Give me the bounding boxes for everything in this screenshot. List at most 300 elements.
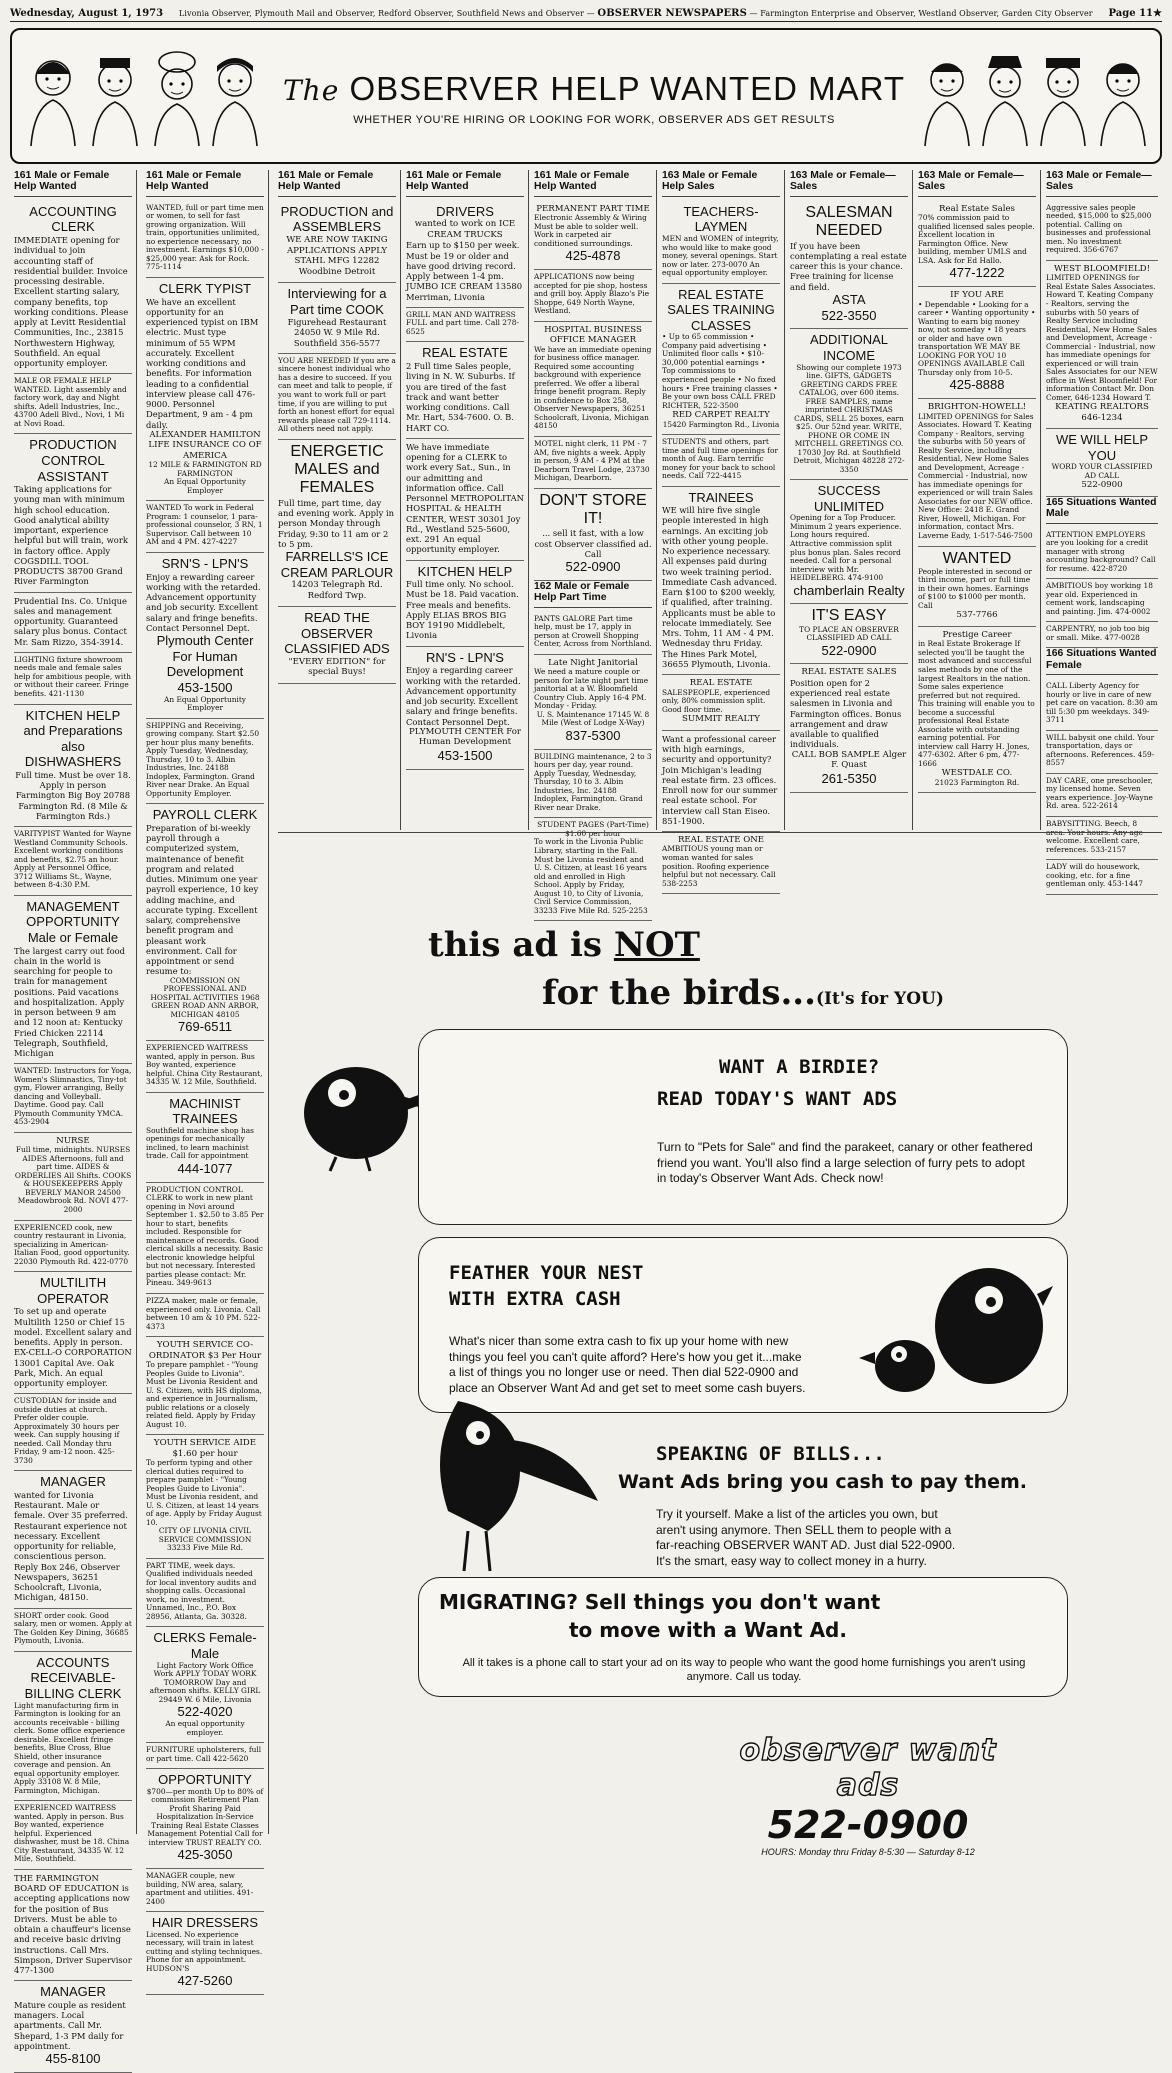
ad-body: Light manufacturing firm in Farmington is looking for an accounts receivable - billing clerk. Some office experience desirable. Excellent fringe benefits, Blue Cross, Blue Shield, other insurance coverage and pension. An equal opportunity employer. Apply 33108 W. 8 Mile, Farmington, Michigan. xyxy=(14,1700,125,1795)
category-header: 161 Male or Female Help Wanted xyxy=(406,170,524,197)
classified-ad xyxy=(278,607,396,684)
worker-illustration-icon xyxy=(26,50,80,146)
category-header: 163 Male or Female— Sales xyxy=(1046,170,1158,197)
ad-body: We have immediate opening for a CLERK to work every Sat., Sun., in our admitting and information office. Call Personnel METROPOLITAN HOSPITAL & HEALTH CENTER, WEST 30301 Joy Rd., Westland 525-5600, ext. 291 An equal opportunity employer. xyxy=(406,441,524,555)
ad-company: WESTDALE CO. xyxy=(941,768,1013,779)
ad-title: HAIR DRESSERS xyxy=(151,1915,259,1931)
ad-title: MANAGER xyxy=(40,1474,106,1490)
worker-illustration-icon xyxy=(1096,50,1150,146)
classified-ad xyxy=(146,1743,264,1769)
ad-body: To prepare pamphlet - "Young Peoples Guide to Livonia". Must be Livonia Resident and U. S. Citizen, with HS diploma, and experience in Journalism, public relations or a closely related field. Apply by Friday August 10. xyxy=(146,1360,262,1429)
page-number: Page 11★ xyxy=(1108,8,1162,19)
ad-title: Interviewing for a Part time COOK xyxy=(287,286,387,317)
classified-ad xyxy=(14,1609,132,1652)
ad-body: Aggressive sales people needed, $15,000 to $25,000 potential. Calling on businesses and professional men. No investment required. 356-6767 xyxy=(1046,202,1152,255)
ad-body: YOU ARE NEEDED If you are a sincere honest individual who has a desire to succeed. If you can meet and talk to people, if you want to work full or part time, if you are willing to put forth an honest effort for equal rewards please call 729-1114. All others need not apply. xyxy=(278,355,396,434)
ad-body: SALESPEOPLE, experienced only, 80% commission split. Good floor time. xyxy=(662,687,771,714)
classified-ad xyxy=(406,308,524,343)
classified-ad xyxy=(14,1133,132,1221)
classified-ad xyxy=(278,283,396,354)
ad-body: MEN and WOMEN of integrity, who would like to make good money, several openings. Start now or later. 273-0070 An equal opportunity employer. xyxy=(662,234,779,278)
ad-company: RED CARPET REALTY xyxy=(672,410,770,421)
banner-title-text: OBSERVER HELP WANTED MART xyxy=(349,70,905,107)
ad-title: READ THE OBSERVER CLASSIFIED ADS xyxy=(284,610,390,657)
ad-title: NURSE xyxy=(56,1135,90,1146)
logo-phone: 522-0900 xyxy=(767,1803,969,1847)
classified-ad xyxy=(406,342,524,438)
classified-ad xyxy=(146,1294,264,1337)
ad-body: CALL Liberty Agency for hourly or live in care of new pet care on vacation. 8:30 am till 5:30 pm weekdays. 349-3711 xyxy=(1046,681,1158,725)
classified-ad xyxy=(1046,622,1158,648)
ad-title: SRN'S - LPN'S xyxy=(161,555,249,571)
ad-body: WILL babysit one child. Your transportation, days or afternoons. References. 459-8557 xyxy=(1046,732,1155,768)
classified-ad xyxy=(534,612,652,655)
classified-ad xyxy=(14,653,132,705)
ad-title: WANTED xyxy=(942,549,1012,567)
ad-title: WEST BLOOMFIELD! xyxy=(1053,263,1151,274)
masthead-brand: OBSERVER NEWSPAPERS xyxy=(597,8,747,19)
ad-body: People interested in second or third income, part or full time in their own homes. Earnings of $100 to $1000 per month. Call xyxy=(918,566,1032,610)
ad-body: Earn up to $150 per week. Must be 19 or older and have good driving record. Apply between 1-4 pm. JUMBO ICE CREAM 13580 Merriman, Livonia xyxy=(406,240,523,302)
ad-body: AMBITIOUS young man or woman wanted for sales position. Roofing experience helpful but not necessary. Call 538-2253 xyxy=(662,844,776,888)
ad-title: REAL ESTATE SALES TRAINING CLASSES xyxy=(667,286,775,333)
ad-body: 2 Full time Sales people, living in N. W. Suburbs. If you are tired of the fast track and want better working conditions. Call Mr. Hart, 534-7600. O. B. HART CO. xyxy=(406,361,515,433)
ad-body: "EVERY EDITION" for special Buys! xyxy=(288,656,386,678)
ad-phone: 522-0900 xyxy=(1081,480,1123,491)
ad-body: • Up to 65 commission • Company paid advertising • Unlimited floor calls • $10-30,000 potential earnings • Top commissions to experienced people • No fixed hours • Free training classes • Be your own boss CALL FRED RICHTER, 522-3500 xyxy=(662,332,778,410)
ad-body: Taking applications for young man with minimum high school education. Good analytical ability important, experience helpful but will train, work in factory office. Apply COGSDILL TOOL PRODUCTS 38700 Grand River Farmington xyxy=(14,484,128,587)
ad-company: ALEXANDER HAMILTON LIFE INSURANCE CO OF AMERICA xyxy=(148,429,262,461)
classified-ad xyxy=(1046,201,1158,261)
promo-box-heading: READ TODAY'S WANT ADS xyxy=(657,1088,898,1110)
ad-phone: 522-0900 xyxy=(821,642,877,658)
classified-ad xyxy=(278,354,396,440)
ad-phone: 453-1500 xyxy=(437,747,493,763)
classified-ad xyxy=(146,201,264,278)
classified-ad xyxy=(534,270,652,322)
ad-body: AMBITIOUS boy working 18 year old. Experienced in cement work, landscaping and painting. Jim. 474-0002 xyxy=(1046,581,1153,616)
classified-ad xyxy=(14,1870,132,1982)
classified-ad xyxy=(14,1471,132,1608)
ad-body: We have an excellent opportunity for an experienced typist on IBM electric. Must type minimum of 55 WPM accurately. Excellent working conditions and benefits. For information leading to a confidential interview please call 476-9000. Personnel Department, 9 am - 4 pm daily. xyxy=(146,296,259,430)
ad-body: MALE OR FEMALE HELP WANTED. Light assembly and factory work, day and Night shifts. Adell Industries, Inc., 43700 Adell Blvd., Novi, 1 Mi at Novi Road. xyxy=(14,376,127,428)
ad-body: APPLICATIONS now being accepted for pie shop, hostess and grill boy. Apply Blazo's Pie Shoppe, 649 North Wayne, Westland. xyxy=(534,272,650,316)
ad-company: CITY OF LIVONIA CIVIL SERVICE COMMISSION 33233 Five Mile Rd. xyxy=(158,1526,252,1553)
ad-body: TO PLACE AN OBSERVER CLASSIFIED AD CALL xyxy=(799,624,899,643)
ad-body: EXPERIENCED WAITRESS wanted, apply in person. Bus Boy wanted, experience helpful. China City Restaurant, 34335 W. 12 Mile, Southfield. xyxy=(146,1043,263,1087)
ad-company: FARRELLS'S ICE CREAM PARLOUR xyxy=(280,549,394,580)
classified-ad xyxy=(14,201,132,374)
ad-body: Figurehead Restaurant 24050 W. 9 Mile Rd. Southfield 356-5577 xyxy=(287,317,387,348)
section-banner xyxy=(10,28,1162,164)
ad-body: STUDENTS and others, part time and full time openings for month of Aug. Earn terrific money for your back to school needs. Call 722-4415 xyxy=(662,437,778,481)
ad-body: EXPERIENCED cook, new country restaurant in Livonia, specializing in American-Italian Food, good opportunity. 22030 Plymouth Rd. 422-0770 xyxy=(14,1222,130,1266)
category-header: 163 Male or Female Help Sales xyxy=(662,170,780,197)
ad-title: SUCCESS UNLIMITED xyxy=(813,483,885,514)
ad-body: Opening for a Top Producer. Minimum 2 years experience. Long hours required. Attractive commission split plus bonus plan. Sales record needed. Call for a personal interview with Mr. HEIDELBERG. 474-9100 xyxy=(790,513,902,583)
ad-phone: 522-4020 xyxy=(177,1704,233,1720)
ad-title: PAYROLL CLERK xyxy=(152,807,258,823)
promo-box-heading: WANT A BIRDIE? xyxy=(719,1056,880,1078)
ad-body: If you have been contemplating a real estate career this is your chance. Free training for license and field. xyxy=(790,240,907,292)
ad-body: Licensed. No experience necessary, will train in latest cutting and styling techniques. Phone for an appointment. HUDSON'S xyxy=(146,1929,263,1973)
promo-box-heading: Want Ads bring you cash to pay them. xyxy=(618,1471,1027,1493)
ad-body: DAY CARE, one preschooler, my licensed home. Seven years experience. Joy-Wayne Rd. area. 522-2614 xyxy=(1046,775,1153,811)
ad-phone: 427-5260 xyxy=(177,1973,233,1989)
ad-body: SHORT order cook. Good salary, men or women. Apply at The Golden Key Dining, 36685 Plymouth, Livonia. xyxy=(14,1610,132,1646)
classified-ad xyxy=(146,1912,264,1995)
masthead-left-papers: Livonia Observer, Plymouth Mail and Observer, Redford Observer, Southfield News and Observer xyxy=(178,9,585,18)
classified-ad xyxy=(278,440,396,608)
classified-ad xyxy=(278,201,396,283)
ad-title: KITCHEN HELP xyxy=(417,563,513,579)
ad-title: REAL ESTATE xyxy=(422,345,508,361)
classified-ad xyxy=(662,731,780,832)
classified-ad xyxy=(14,434,132,592)
category-header: 165 Situations Wanted Male xyxy=(1046,497,1158,524)
classified-ad xyxy=(146,1337,264,1435)
ad-body: • Dependable • Looking for a career • Wanting opportunity • Wanting to earn big money now, not someday • 18 years or older and have own transportation WE MAY BE LOOKING FOR YOU 10 OPENINGS AVAILABLE Call Thursday only from 10-5. xyxy=(918,299,1036,377)
promo-box-bills xyxy=(418,1421,1068,1573)
ad-body: SHIPPING and Receiving, growing company. Start $2.50 per hour plus many benefits. Apply Tuesday, Wednesday, Thursday, 10 to 3. Albin Industries, Inc. 24188 Indoplex, Farmington. Grand River near Drake. An Equal Opportunity Employer. xyxy=(146,720,260,798)
ad-body: To perform typing and other clerical duties required to prepare pamphlet - "Young Peoples Guide to Livonia". Must be Livonia resident, and U. S. Citizen, at least 14 years of age. Apply by Friday August 10. xyxy=(146,1458,262,1527)
ad-address: 14203 Telegraph Rd. Redford Twp. xyxy=(291,580,383,601)
ad-company: U. S. Maintenance 17145 W. 8 Mile (West of Lodge X-Way) xyxy=(536,709,650,728)
promo-box-heading: WITH EXTRA CASH xyxy=(449,1288,621,1310)
worker-illustration-icon xyxy=(1036,50,1090,146)
classified-ad xyxy=(790,201,908,329)
ad-company: KEATING REALTORS xyxy=(1055,402,1149,413)
classified-ad xyxy=(534,489,652,581)
ad-title: YOUTH SERVICE AIDE $1.60 per hour xyxy=(153,1438,257,1459)
ad-body: CUSTODIAN for inside and outside duties at church. Prefer older couple. Approximately 30 hours per week. Can supply housing if needed. Call Monday thru Friday, 9 am-12 noon. 425-3730 xyxy=(14,1396,120,1465)
banner-title xyxy=(274,70,914,108)
ad-title: DRIVERS xyxy=(436,203,494,219)
ad-title: ADDITIONAL INCOME xyxy=(809,332,888,363)
ad-address: 15420 Farmington Rd., Livonia xyxy=(662,419,780,429)
logo-text: observer want ads xyxy=(739,1733,997,1803)
classified-ad xyxy=(790,664,908,792)
ad-body: To set up and operate Multilith 1250 or Chief 15 model. Excellent salary and benefits. Apply in person. EX-CELL-O CORPORATION 13001 Capital Ave. Oak Park, Mich. An equal opportunity employer. xyxy=(14,1306,132,1389)
ad-eoe: An Equal Opportunity Employer xyxy=(164,694,246,713)
column-4 xyxy=(402,170,529,830)
want-ads-promo xyxy=(278,832,1162,1857)
ad-address: 12 MILE & FARMINGTON RD FARMINGTON xyxy=(148,460,262,478)
ad-title: ACCOUNTS RECEIVABLE-BILLING CLERK xyxy=(24,1654,122,1701)
classified-ad xyxy=(1046,429,1158,497)
observer-want-ads-logo xyxy=(718,1733,1018,1857)
ad-phone: 522-0900 xyxy=(565,559,621,575)
ad-phone: 444-1077 xyxy=(177,1160,233,1176)
promo-box-nest xyxy=(418,1237,1068,1413)
ad-body: GRILL MAN AND WAITRESS FULL and part time. Call 278-6525 xyxy=(406,309,519,336)
ad-body: We have an immediate opening for business office manager. Required some accounting background with experience preferred. We offer a liberal fringe benefit program. Reply in confidence to Box 258, Observer Newspapers, 36251 Schoolcraft, Livonia, Michigan 48150 xyxy=(534,344,652,431)
ad-title: ENERGETIC MALES and FEMALES xyxy=(290,442,384,497)
ad-title: BRIGHTON-HOWELL! xyxy=(927,402,1027,413)
ad-title: MULTILITH OPERATOR xyxy=(37,1275,109,1306)
classified-ad xyxy=(14,896,132,1065)
ad-title: SALESMAN NEEDED xyxy=(805,203,893,240)
ad-body: The largest carry out food chain in the world is searching for people to train for management positions. Paid vacations and hospitalization. Apply in person between 9 am and 12 noon at: Kentucky Fried Chicken 22114 Telegraph, Southfield, Michigan xyxy=(14,945,126,1059)
ad-phone: 425-3050 xyxy=(177,1847,233,1863)
banner-subtitle: WHETHER YOU'RE HIRING OR LOOKING FOR WORK, OBSERVER ADS GET RESULTS xyxy=(353,114,835,126)
toucan-illustration-icon xyxy=(398,1391,618,1581)
promo-box-heading: to move with a Want Ad. xyxy=(569,1618,847,1642)
classified-ad xyxy=(14,1272,132,1394)
ad-title: RN'S - LPN'S xyxy=(426,649,504,665)
category-header: 161 Male or Female Help Wanted xyxy=(14,170,132,197)
ad-title: STUDENT PAGES (Part-Time) $1.60 per hour xyxy=(537,820,649,838)
promo-subheadline-text: for the birds... xyxy=(542,973,816,1013)
ad-company: CALL BOB SAMPLE Alger F. Quast xyxy=(791,749,907,771)
ad-phone: 455-8100 xyxy=(45,2051,101,2067)
classified-ad xyxy=(662,675,780,731)
ad-phone: 646-1234 xyxy=(1081,412,1123,423)
classified-ad xyxy=(14,593,132,653)
classified-ad xyxy=(790,480,908,604)
ad-body: Mature couple as resident managers. Local apartments. Call Mr. Shepard, 1-3 PM daily for appointment. xyxy=(14,1999,126,2051)
worker-illustration-icon xyxy=(978,50,1032,146)
ad-title: KITCHEN HELP and Preparations also DISHWASHERS xyxy=(23,707,123,770)
ad-title: Late Night Janitorial xyxy=(548,657,638,668)
promo-subheadline-small: (It's for YOU) xyxy=(815,989,944,1009)
ad-body: THE FARMINGTON BOARD OF EDUCATION is accepting applications now for the position of Bus Drivers. Must be able to obtain a chauffeur's license and receive basic driving instructions. Call Mrs. Simpson, Driver Supervisor 477-1300 xyxy=(14,1872,132,1976)
classified-ad xyxy=(406,647,524,770)
classified-ad xyxy=(406,561,524,647)
classified-ad xyxy=(1046,731,1158,774)
ad-body: Full time, midnights. NURSES AIDES Afternoons, full and part time. AIDES & ORDERLIES All Shifts. COOKS & HOUSEKEEPERS Apply BEVERLY MANOR 24500 Meadowbrook Rd. NOVI 477-2000 xyxy=(14,1145,132,1214)
promo-box-text: Turn to "Pets for Sale" and find the parakeet, canary or other feathered friend you want. You'll also find a large selection of furry pets to adopt in today's Observer Want Ads. Check now! xyxy=(657,1140,1033,1186)
bird-illustration-icon xyxy=(839,1246,1059,1406)
promo-headline-not: NOT xyxy=(613,925,700,965)
classified-ad xyxy=(918,201,1036,287)
category-header: 161 Male or Female Help Wanted xyxy=(146,170,264,197)
ad-body: WANTED To work in Federal Program: 1 counselor, 1 para-professional counselor, 3 RN, 1 Supervisor. Call between 10 AM and 4 PM. 427-4227 xyxy=(146,503,263,547)
classified-ad xyxy=(662,201,780,284)
ad-body: FURNITURE upholsterers, full or part time. Call 422-5620 xyxy=(146,1745,262,1763)
ad-title: PRODUCTION and ASSEMBLERS xyxy=(280,203,394,235)
ad-company: Plymouth Center For Human Development xyxy=(156,633,254,680)
promo-box-birdie xyxy=(418,1029,1068,1225)
classified-ad xyxy=(146,1183,264,1294)
ad-title: TRAINEES xyxy=(688,489,754,505)
masthead-right-papers: Farmington Enterprise and Observer, Westland Observer, Garden City Observer xyxy=(760,9,1093,18)
ad-body: Electronic Assembly & Wiring Must be able to solder well. Work in carpeted air conditioned surroundings. xyxy=(534,213,647,248)
column-5 xyxy=(530,170,657,915)
classified-ad xyxy=(918,627,1036,793)
classified-ad xyxy=(146,804,264,1041)
ad-body: PART TIME, week days. Qualified individuals needed for local inventory audits and shopping calls. Occasional work, no investment. Unnamed, Inc., P.O. Box 28956, Atlanta, Ga. 30328. xyxy=(146,1560,257,1621)
ad-body: Full time only. No school. Must be 18. Paid vacation. Free meals and benefits. Apply ELIAS BROS BIG BOY 19190 Middlebelt, Livonia xyxy=(406,579,519,641)
banner-the: The xyxy=(282,74,340,107)
ad-phone: 477-1222 xyxy=(949,265,1005,281)
column-1 xyxy=(10,170,137,2067)
classified-ad xyxy=(146,1093,264,1183)
ad-body: ATTENTION EMPLOYERS are you looking for a credit manager with strong accounting background? Call for resume. 422-8720 xyxy=(1046,529,1156,573)
ad-body: PANTS GALORE Part time help, must be 17, apply in person at Crowell Shopping Center, Across from Northland. xyxy=(534,613,652,649)
ad-phone: 261-5350 xyxy=(821,770,877,786)
ad-title: CLERKS Female-Male xyxy=(153,1630,257,1661)
ad-body: Prudential Ins. Co. Unique sales and management opportunity. Guaranteed salary plus bonus. Contact Mr. Sam Rizzo, 354-3914. xyxy=(14,595,127,647)
ad-body: We need a mature couple or person for late night part time janitorial at a W. Bloomfield Country Club. Apply 16-4 PM. Monday - Friday. xyxy=(534,667,649,711)
classified-ad xyxy=(534,437,652,489)
classified-ad xyxy=(146,1769,264,1869)
category-header: 161 Male or Female Help Wanted xyxy=(278,170,396,197)
ad-body: IMMEDIATE opening for individual to join accounting staff of residential builder. Invoice processing desirable. Excellent starting salary, company benefits, top working conditions. Please apply at Levitt Residential Communities, Inc., 23815 Northwestern Highway, Southfield. An equal opportunity employer. xyxy=(14,235,129,369)
ad-title: Real Estate Sales xyxy=(939,203,1015,214)
ad-body: WANTED: Instructors for Yoga, Women's Slimnastics, Tiny-tot gym, Flower arranging, Belly dancing and Volleyball. Daytime. Good pay. Call Plymouth Community YMCA. 453-2904 xyxy=(14,1066,132,1127)
ad-body: PIZZA maker, male or female, experienced only. Livonia. Call between 10 am & 10 PM. 522-4373 xyxy=(146,1296,261,1331)
ad-body: in Real Estate Brokerage If selected you'll be taught the most advanced and successful sales methods by one of the largest Realtors in the nation. Some sales experience preferred but not required. This training will enable you to become a successful professional Real Estate Associate with outstanding earning potential. For interview call Harry H. Jones, 477-6302. After 6 pm, 477-1666 xyxy=(918,639,1035,768)
classified-ad xyxy=(534,750,652,819)
worker-illustration-icon xyxy=(88,50,142,146)
promo-box-text: All it takes is a phone call to start your ad on its way to people who want the good home furnishings you aren't using anymore. Call us today. xyxy=(462,1657,1026,1684)
ad-eoe: An Equal Opportunity Employer xyxy=(164,477,246,495)
ad-body: WE ARE NOW TAKING APPLICATIONS APPLY STAHL MFG 12282 Woodbine Detroit xyxy=(286,235,388,277)
worker-illustration-icon xyxy=(208,50,262,146)
ad-title: MACHINIST TRAINEES xyxy=(169,1095,241,1127)
ad-body: PRODUCTION CONTROL CLERK to work in new plant opening in Novi around September 1. $2.50 to 3.85 Per hour to start, benefits included. Responsible for maintenance of records. Good clerical skills a necessity. Basic electronic knowledge helpful but not necessary. Interested parties please contact: Mr. Pineau. 349-9613 xyxy=(146,1184,264,1288)
ad-title: IF YOU ARE xyxy=(950,290,1004,301)
classified-ad xyxy=(918,287,1036,399)
ad-title: ACCOUNTING CLERK xyxy=(29,203,117,235)
classified-ad xyxy=(1046,261,1158,429)
ad-company: SUMMIT REALTY xyxy=(682,714,760,725)
ad-body: Preparation of bi-weekly payroll through a computerized system, maintenance of benefit program and related duties. Minimum one year payroll experience, 10 key adding machine, and accurate typing. Excellent salary, comprehensive benefit program and pleasant work environment. Call for appointment or send resume to: xyxy=(146,822,259,977)
ad-company: ASTA xyxy=(832,291,866,307)
ad-title: REAL ESTATE xyxy=(689,678,753,689)
classified-ad xyxy=(790,329,908,480)
classified-ad xyxy=(14,1221,132,1273)
ad-company: PLYMOUTH CENTER For Human Development xyxy=(408,726,521,748)
category-header: 163 Male or Female— Sales xyxy=(918,170,1036,197)
classified-ad xyxy=(1046,679,1158,731)
ad-body: EXPERIENCED WAITRESS wanted. Apply in person. Bus Boy wanted, experience helpful. Experienced dishwasher, must be 18. China City Restaurant, 34335 W. 12 Mile, Southfield. xyxy=(14,1803,130,1864)
ad-body: ... sell it fast, with a low cost Observer classified ad. Call xyxy=(534,528,652,559)
promo-box-text: Try it yourself. Make a list of the articles you own, but aren't using anymore. Then SELL them to people with a far-reaching OBSERVER WANT AD. Just dial 522-0900. It's the smart, easy way to collect money in a hurry. xyxy=(656,1507,956,1568)
ad-body: WANTED, full or part time men or women, to sell for fast growing organization. Will train, opportunities unlimited, no experience necessary, no investment. Earnings $10,000 - $25,000 year. Ask for Rock. 775-1114 xyxy=(146,202,264,272)
classified-ad xyxy=(14,1801,132,1870)
ad-title: MANAGEMENT OPPORTUNITY Male or Female xyxy=(26,898,120,945)
ad-phone: 425-8888 xyxy=(949,377,1005,393)
ad-body: Position open for 2 experienced real estate salesmen in Livonia and Farmington offices. Bonus arrangement and draw available to qualified individuals. xyxy=(790,677,902,750)
ad-body: Enjoy a regarding career working with the retarded. Advancement opportunity and job security. Excellent salary and fringe benefits. Contact Personnel Dept. xyxy=(406,665,521,727)
category-header: 166 Situations Wanted Female xyxy=(1046,648,1158,675)
classified-ad xyxy=(534,201,652,270)
classified-ad xyxy=(146,1435,264,1559)
ad-title: HOSPITAL BUSINESS OFFICE MANAGER xyxy=(544,324,642,346)
classified-ad xyxy=(14,374,132,434)
column-2 xyxy=(142,170,269,1989)
office-hours: HOURS: Monday thru Friday 8-5:30 — Saturday 8-12 xyxy=(761,1847,975,1857)
ad-title: REAL ESTATE SALES xyxy=(801,667,897,678)
classified-ad xyxy=(146,278,264,501)
ad-body: BUILDING maintenance, 2 to 3 hours per day, year round. Apply Tuesday, Wednesday, Thursday, 10 to 3. Albin Industries, Inc. 24188 Indoplex, Farmington. Grand River near Drake. xyxy=(534,751,652,812)
classified-ad xyxy=(662,284,780,435)
ad-body: Full time, part time, day and evening work. Apply in person Monday through Friday, 9:30 to 11 am or 2 to 5 pm. xyxy=(278,497,395,549)
ad-title: TEACHERS-LAYMEN xyxy=(683,203,759,235)
ad-title: REAL ESTATE ONE xyxy=(677,835,765,845)
promo-subheadline xyxy=(542,973,944,1013)
classified-ad xyxy=(14,1064,132,1133)
classified-ad xyxy=(146,501,264,553)
classified-ad xyxy=(14,1652,132,1801)
ad-body: $700—per month Up to 80% of commission Retirement Plan Profit Sharing Paid Hospitalization In-Service Training Real Estate Classes Management Potential Call for interview TRUST REALTY CO. xyxy=(146,1786,264,1847)
ad-body: VARITYPIST Wanted for Wayne Westland Community Schools. Excellent working conditions and benefits, $2.75 an hour. Apply at Personnel Office, 3712 Williams St., Wayne, between 8-4:30 P.M. xyxy=(14,829,131,890)
classified-ad xyxy=(146,553,264,719)
ad-body: wanted for Livonia Restaurant. Male or female. Over 35 preferred. Restaurant experience not necessary. Excellent opportunity for reliable, conscientious person. Reply Box 246, Observer Newspapers, 36251 Schoolcraft, Livonia, Michigan, 48150. xyxy=(14,1489,128,1603)
issue-date: Wednesday, August 1, 1973 xyxy=(10,8,164,19)
ad-address: 21023 Farmington Rd. xyxy=(934,777,1020,787)
ad-title: YOUTH SERVICE CO-ORDINATOR $3 Per Hour xyxy=(148,1340,262,1361)
ad-body: LIMITED OPENINGS for Sales Associates. Howard T. Keating Company - Realtors, serving the suburbs with 50 years of Realty Service, including Residential, New Home Sales and Development, Acreage - Commercial - Industrial, now has immediate openings for experienced or will train Sales Associates for our NEW office. New Office: 2418 E. Grand River, Howell, Michigan. For information, contact Mrs. Laverne Eady, 1-517-546-7500 xyxy=(918,411,1034,540)
promo-box-migrating xyxy=(418,1577,1068,1697)
worker-illustration-icon xyxy=(150,50,204,146)
ad-title: WE WILL HELP YOU xyxy=(1056,432,1148,463)
classified-ad xyxy=(1046,579,1158,622)
column-3 xyxy=(274,170,401,830)
classified-ad xyxy=(146,1559,264,1628)
ad-title: MANAGER xyxy=(40,1984,106,2000)
classified-ad xyxy=(406,201,524,308)
ad-title: Prestige Career xyxy=(942,629,1012,640)
classified-ad xyxy=(14,827,132,896)
ad-body: LIMITED OPENINGS for Real Estate Sales Associates. Howard T. Keating Company - Realtors, serving the suburbs with 50 years of Realty Service including Residential, New Home Sales and Development, Acreage - Commercial - Industrial, now has immediate openings for experienced or will train Sales Associates for our NEW office in West Bloomfield! For information Contact Mr. Don Comer, 646-1234 Howard T. xyxy=(1046,273,1158,402)
column-9 xyxy=(1042,170,1162,889)
classified-ad xyxy=(534,322,652,437)
ad-body: LIGHTING fixture showroom needs male and female sales help for ambitious people, with or without their career. Fringe benefits. 421-1130 xyxy=(14,654,131,698)
ad-company: COMMISSION ON PROFESSIONAL AND HOSPITAL ACTIVITIES 1968 GREEN ROAD ANN ARBOR, MICHIGAN 48105 xyxy=(150,975,260,1019)
ad-phone: 522-3550 xyxy=(821,307,877,323)
ad-phone: 425-4878 xyxy=(565,248,621,264)
worker-illustration-icon xyxy=(920,50,974,146)
classified-ad xyxy=(662,487,780,676)
category-header: 163 Male or Female— Sales xyxy=(790,170,908,197)
classified-ad xyxy=(1046,774,1158,817)
ad-body: 70% commission paid to qualified licensed sales people. Excellent location in Farmington Office. New building, member UMLS and LSA. Ask for Ed Hallo. xyxy=(918,213,1035,265)
ad-body: BABYSITTING. Beech, 8 area. Your hours. Any age welcome. Excellent care, references. 533-2157 xyxy=(1046,818,1143,854)
category-header: 161 Male or Female Help Wanted xyxy=(534,170,652,197)
ad-body: MANAGER couple, new building, NW area, salary, apartment and utilities. 491-2400 xyxy=(146,1871,254,1906)
ad-body: WE will hire five single people interested in high earnings. An exciting job with other young people. No experience necessary. All expenses paid during two week training period. Immediate Cash advanced. Earn $100 to $200 weekly, if qualified, after training. Applicants must be able to relocate immediately. See Mrs. Tohm, 11 AM - 4 PM. Wednesday thru Friday. The Hines Park Motel, 36655 Plymouth, Livonia. xyxy=(662,505,778,669)
ad-phone: 837-5300 xyxy=(565,727,621,743)
ad-body: Enjoy a rewarding career working with the retarded. Advancement opportunity and job security. Excellent salary and fringe benefits. Contact Personnel Dept. xyxy=(146,571,261,633)
classified-ad xyxy=(146,1869,264,1912)
ad-body: MOTEL night clerk, 11 PM - 7 AM, five nights a week. Apply in person, 9 AM - 4 PM at the Dearborn Travel Lodge, 23730 Michigan, Dearborn. xyxy=(534,438,650,483)
ad-body: LADY will do housework, cooking, etc. for a fine gentleman only. 453-1447 xyxy=(1046,862,1143,889)
promo-headline xyxy=(428,925,700,965)
promo-box-heading: FEATHER YOUR NEST xyxy=(449,1262,644,1284)
classified-ad xyxy=(146,719,264,805)
ad-title: PERMANENT PART TIME xyxy=(536,203,650,214)
classified-ad xyxy=(14,705,132,828)
promo-box-heading: SPEAKING OF BILLS... xyxy=(656,1443,885,1465)
ad-phone: 769-6511 xyxy=(178,1019,232,1035)
ad-title: CLERK TYPIST xyxy=(158,281,252,296)
ad-body: Full time. Must be over 18. Apply in person Farmington Big Boy 20788 Farmington Rd. (8 Mile & Farmington Rds.) xyxy=(15,769,131,821)
masthead xyxy=(10,6,1162,22)
classified-ad xyxy=(918,399,1036,546)
classified-ad xyxy=(1046,528,1158,580)
ad-subtitle: wanted to work on ICE CREAM TRUCKS xyxy=(414,219,516,240)
ad-body: Southfield machine shop has openings for mechanically inclined, to learn machinist trade. Call for appointment xyxy=(146,1125,254,1161)
classified-ad xyxy=(662,435,780,487)
ad-title: DON'T STORE IT! xyxy=(539,491,647,527)
ad-body: Want a professional career with high earnings, security and opportunity? Join Michigan's leading real estate firm. 23 offices. Enroll now for our summer real estate school. For interview call Stan Eiseo. 851-1900. xyxy=(662,733,778,826)
column-8 xyxy=(914,170,1041,830)
classified-ad xyxy=(146,1627,264,1743)
ad-eoe: An equal opportunity employer. xyxy=(165,1719,245,1737)
